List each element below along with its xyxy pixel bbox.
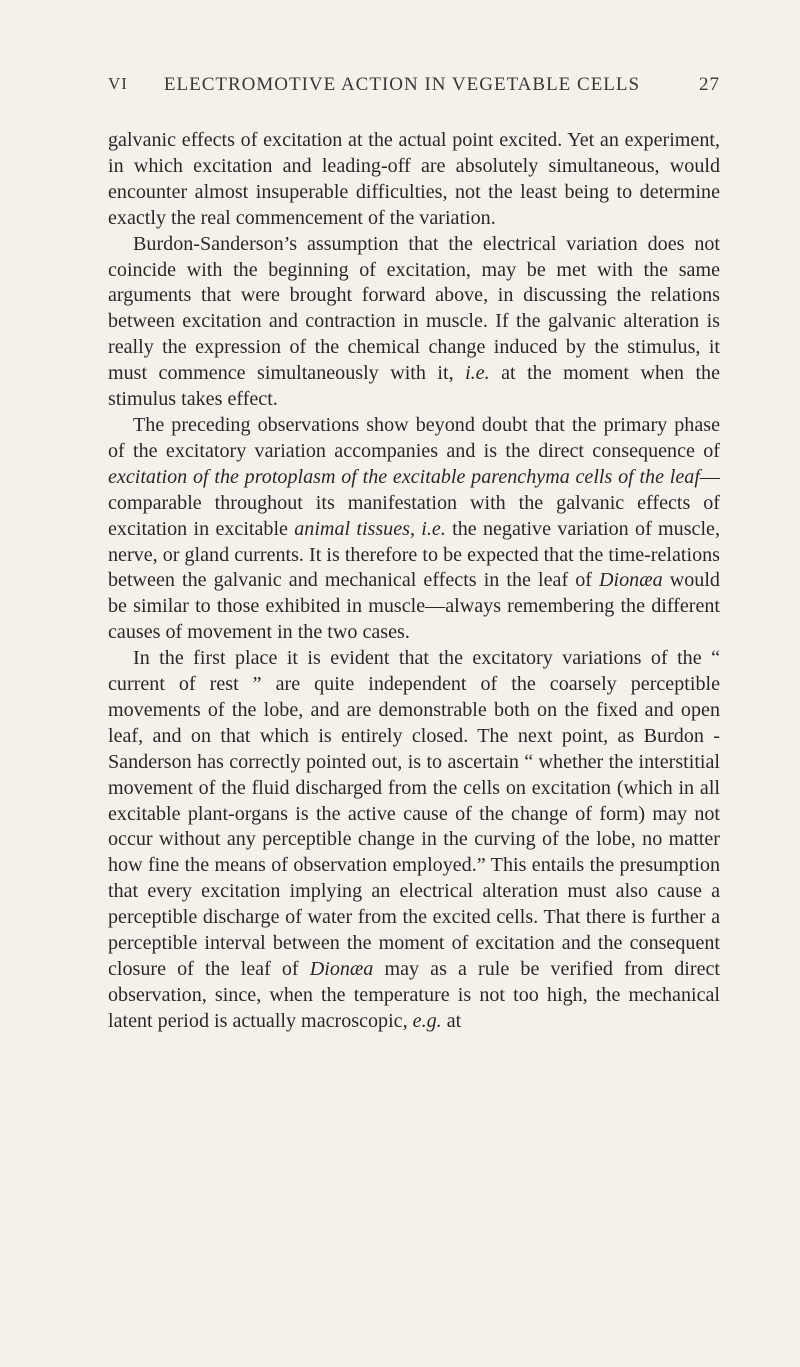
- paragraph: [108, 413, 720, 646]
- italic-run: excitation of the protoplasm of the excitable parenchyma cells of the leaf: [108, 465, 700, 488]
- text-run: would be similar to those exhibited in muscle—always remembering the different causes of movement in the two cases.: [108, 569, 720, 644]
- text-run: at: [441, 1009, 462, 1032]
- paragraph: [108, 128, 720, 232]
- text-run: at the moment when the stimulus takes effect.: [108, 362, 720, 411]
- text-run: the negative variation of muscle, nerve, or gland currents. It is therefore to be expected that the time-relations between the galvanic and mechanical effects in the leaf of: [108, 517, 720, 592]
- paragraph: [108, 646, 720, 1035]
- text-run: —comparable throughout its manifestation with the galvanic effects of excitation in excitable: [108, 465, 720, 540]
- running-header: [108, 74, 720, 104]
- body-text: [108, 128, 720, 1035]
- italic-run: Dionæa: [309, 958, 374, 980]
- italic-run: e.g.: [412, 1009, 442, 1032]
- italic-run: animal tissues, i.e.: [294, 517, 446, 540]
- text-run: The preceding observations show beyond doubt that the primary phase of the excitatory variation accompanies and is the direct consequence of: [108, 413, 720, 462]
- paragraph: [108, 232, 720, 413]
- italic-run: i.e.: [465, 362, 490, 385]
- text-run: Burdon-Sanderson’s assumption that the electrical variation does not coincide with the beginning of excitation, may be met with the same arguments that were brought forward above, in discussing the relations between excitation and contraction in muscle. If the galvanic alteration is really the expression of the chemical change induced by the stimulus, it must commence simultaneously with it,: [108, 232, 720, 385]
- chapter-number: VI: [108, 74, 128, 93]
- text-run: galvanic effects of excitation at the actual point excited. Yet an experiment, in which excitation and leading-off are absolutely simultaneous, would encounter almost insuperable difficulties, not the least being to determine exactly the real commencement of the variation.: [108, 129, 720, 229]
- page-number: 27: [699, 74, 720, 95]
- running-title: ELECTROMOTIVE ACTION IN VEGETABLE CELLS: [163, 74, 641, 95]
- text-run: In the first place it is evident that the excitatory variations of the “ current of rest ” are quite independent of the coarsely perceptible movements of the lobe, and are demonstrable both on the fixed and open leaf, and on that which is entirely closed. The next point, as Burdon - Sanderson has correctly pointed out, is to ascertain “ whether the interstitial movement of the fluid discharged from the cells on excitation (which in all excitable plant-organs is the active cause of the change of form) may not occur without any perceptible change in the curving of the lobe, no matter how fine the means of observation employed.” This entails the presumption that every excitation implying an electrical alteration must also cause a perceptible discharge of water from the excited cells. That there is further a perceptible interval between the moment of excitation and the consequent closure of the leaf of: [108, 647, 720, 980]
- text-run: may as a rule be verified from direct observation, since, when the temperature is not too high, the mechanical latent period is actually macroscopic,: [108, 958, 720, 1032]
- italic-run: Dionæa: [599, 569, 663, 592]
